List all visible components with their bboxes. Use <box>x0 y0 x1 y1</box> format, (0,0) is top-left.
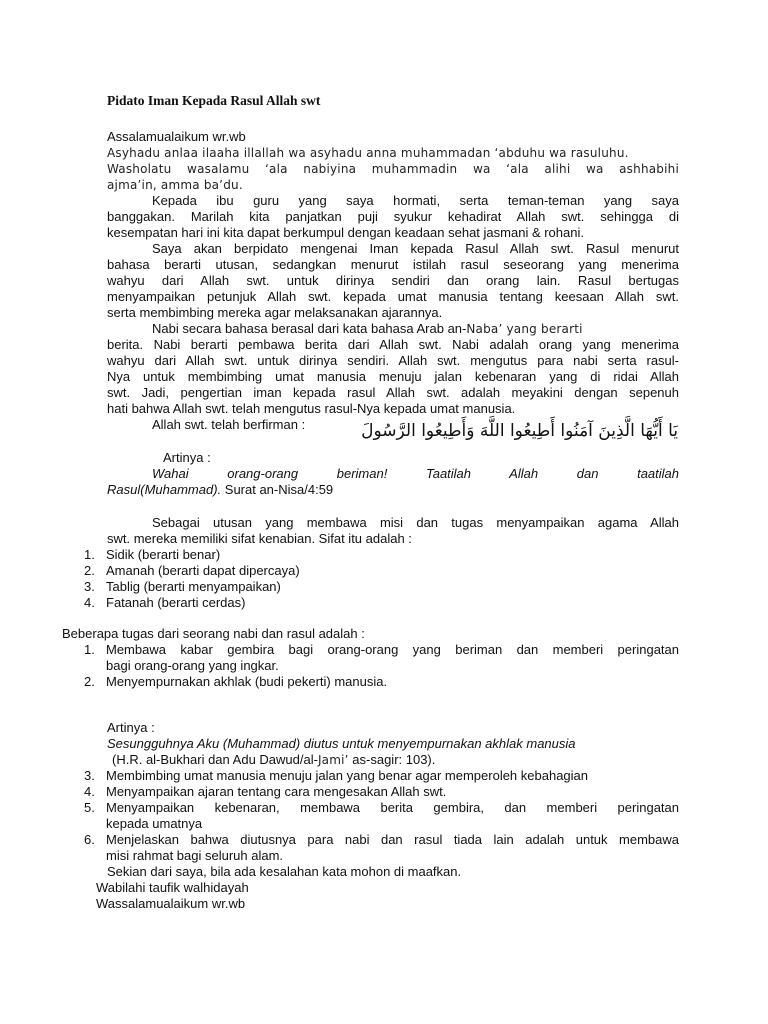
paragraph-2-line-1: Saya akan berpidato mengenai Iman kepada Rasul Allah swt. Rasul menurut <box>152 241 679 256</box>
list-number: 4. <box>84 595 95 610</box>
list-number: 3. <box>84 768 95 783</box>
paragraph-3-line-4: Nya untuk membimbing umat manusia menuju jalan kebenaran yang di ridai Allah <box>107 369 679 384</box>
list-text: Amanah (berarti dapat dipercaya) <box>106 563 300 578</box>
paragraph-3-line-5: swt. Jadi, pengertian iman kepada rasul Allah swt. adalah meyakini dengan sepenuh <box>107 385 679 400</box>
verse-artinya-label: Artinya : <box>163 450 211 465</box>
list-text: Menyempurnakan akhlak (budi pekerti) manusia. <box>106 674 388 689</box>
list-text: Menyampaikan kebenaran, membawa berita gembira, dan memberi peringatan <box>106 800 679 815</box>
list-number: 3. <box>84 579 95 594</box>
list-number: 2. <box>84 563 95 578</box>
paragraph-3-line-2: berita. Nabi berarti pembawa berita dari Allah swt. Nabi adalah orang yang menerima <box>107 337 679 352</box>
paragraph-4-line-2: swt. mereka memiliki sifat kenabian. Sifat itu adalah : <box>107 531 412 546</box>
verse-translation-end: Rasul(Muhammad). <box>107 482 222 497</box>
greeting: Assalamualaikum wr.wb <box>107 129 246 144</box>
list-number: 6. <box>84 832 95 847</box>
opening-line-1: Asyhadu anlaa ilaaha illallah wa asyhadu anna muhammadan ‘abduhu wa rasuluhu. <box>107 146 629 160</box>
list-text-continued: kepada umatnya <box>106 816 203 831</box>
list-text-continued: bagi orang-orang yang ingkar. <box>106 658 279 673</box>
list-text: Tablig (berarti menyampaikan) <box>106 579 281 594</box>
paragraph-1-line-1: Kepada ibu guru yang saya hormati, serta teman-teman yang saya <box>152 193 679 208</box>
paragraph-3-line-1 <box>107 321 679 337</box>
paragraph-1-line-3: kesempatan hari ini kita dapat berkumpul dengan keadaan sehat jasmani & rohani. <box>107 225 584 240</box>
list-text: Membimbing umat manusia menuju jalan yang benar agar memperoleh kebahagian <box>106 768 589 783</box>
paragraph-3-line-3: wahyu dari Allah swt. untuk dirinya sendiri. Allah swt. mengutus para nabi serta rasul- <box>107 353 679 368</box>
hadith-source-part: as-sagir: 103). <box>348 752 436 767</box>
wassalam-line: Wassalamualaikum wr.wb <box>96 896 246 911</box>
list-text: Membawa kabar gembira bagi orang-orang yang beriman dan memberi peringatan <box>106 642 679 657</box>
verse-translation-line-1: Wahai orang-orang beriman! Taatilah Allah dan taatilah <box>152 466 679 481</box>
verse-translation-line-2 <box>107 482 333 498</box>
list-number: 2. <box>84 674 95 689</box>
hadith-source <box>112 752 435 768</box>
opening-line-2: Washolatu wasalamu ‘ala nabiyina muhammadin wa ‘ala alihi wa ashhabihi <box>107 162 679 176</box>
paragraph-4-line-1: Sebagai utusan yang membawa misi dan tugas menyampaikan agama Allah <box>152 515 679 530</box>
list-number: 4. <box>84 784 95 799</box>
tugas-intro: Beberapa tugas dari seorang nabi dan rasul adalah : <box>62 626 365 641</box>
list-text: Menjelaskan bahwa diutusnya para nabi dan rasul tiada lain adalah untuk membawa <box>106 832 679 847</box>
list-text: Fatanah (berarti cerdas) <box>106 595 246 610</box>
list-text: Sidik (berarti benar) <box>106 547 221 562</box>
naba-term: Naba’ yang berarti <box>466 322 583 336</box>
hadith-source-term: Jami’ <box>317 753 349 767</box>
hadith-source-part: (H.R. al-Bukhari dan Adu Dawud/al- <box>112 752 318 767</box>
hadith-text: Sesungguhnya Aku (Muhammad) diutus untuk menyempurnakan akhlak manusia <box>107 736 576 751</box>
paragraph-2-line-5: serta membimbing mereka agar melaksanakan ajarannya. <box>107 305 443 320</box>
list-text-continued: misi rahmat bagi seluruh alam. <box>106 848 284 863</box>
list-number: 5. <box>84 800 95 815</box>
closing-line: Sekian dari saya, bila ada kesalahan kata mohon di maafkan. <box>107 864 462 879</box>
list-text: Menyampaikan ajaran tentang cara mengesakan Allah swt. <box>106 784 447 799</box>
paragraph-2-line-4: menyampaikan petunjuk Allah swt. kepada umat manusia tentang keesaan Allah swt. <box>107 289 679 304</box>
arabic-verse: يَا أَيُّهَا الَّذِينَ آمَنُوا أَطِيعُوا اللَّهَ وَأَطِيعُوا الرَّسُولَ <box>361 421 678 441</box>
verse-source: Surat an-Nisa/4:59 <box>221 482 334 497</box>
hadith-artinya-label: Artinya : <box>107 720 155 735</box>
firman-line: Allah swt. telah berfirman : <box>152 417 306 432</box>
page-title: Pidato Iman Kepada Rasul Allah swt <box>107 93 321 108</box>
list-number: 1. <box>84 547 95 562</box>
list-number: 1. <box>84 642 95 657</box>
paragraph-3-line-6: hati bahwa Allah swt. telah mengutus rasul-Nya kepada umat manusia. <box>107 401 516 416</box>
paragraph-1-line-2: banggakan. Marilah kita panjatkan puji syukur kehadirat Allah swt. sehingga di <box>107 209 679 224</box>
paragraph-2-line-3: wahyu dari Allah swt. untuk dirinya sendiri dan orang lain. Rasul bertugas <box>107 273 679 288</box>
wabilahi-line: Wabilahi taufik walhidayah <box>96 880 249 895</box>
opening-line-3: ajma’in, amma ba’du. <box>107 178 243 192</box>
paragraph-3-text: Nabi secara bahasa berasal dari kata bahasa Arab an- <box>152 321 467 336</box>
paragraph-2-line-2: bahasa berarti utusan, sedangkan menurut istilah rasul seseorang yang menerima <box>107 257 679 272</box>
